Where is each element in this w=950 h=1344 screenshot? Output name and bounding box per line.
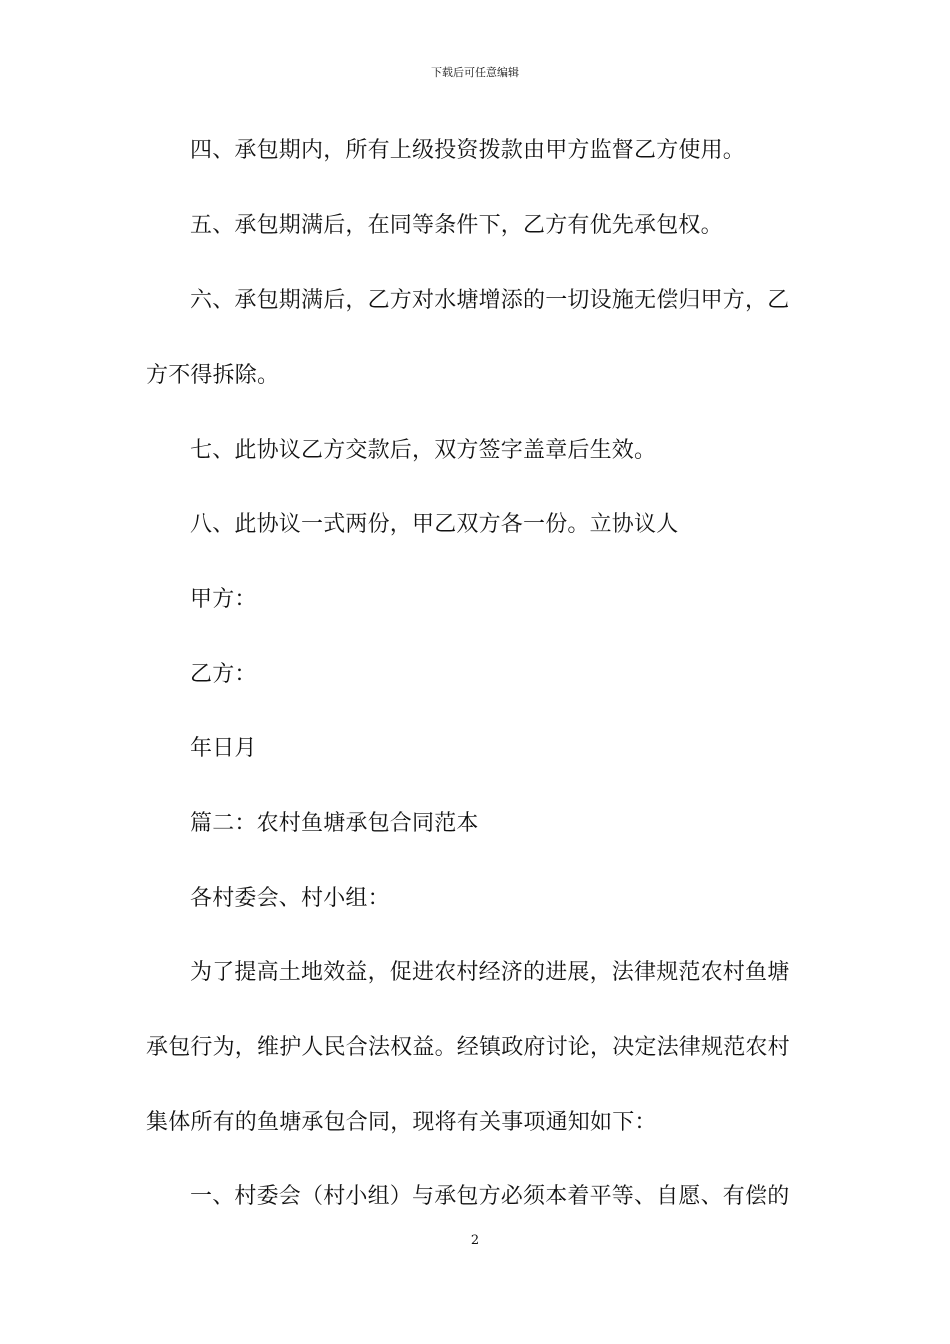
intro-line-1: 为了提高土地效益，促进农村经济的进展，法律规范农村鱼塘 xyxy=(190,960,790,985)
page-header: 下载后可任意编辑 xyxy=(431,66,519,79)
date-line: 年日月 xyxy=(190,736,257,761)
clause-8: 八、此协议一式两份，甲乙双方各一份。立协议人 xyxy=(190,512,679,537)
intro-line-3: 集体所有的鱼塘承包合同，现将有关事项通知如下： xyxy=(146,1110,657,1135)
clause-4: 四、承包期内，所有上级投资拨款由甲方监督乙方使用。 xyxy=(190,138,746,163)
item-1-line-1: 一、村委会（村小组）与承包方必须本着平等、自愿、有偿的 xyxy=(190,1184,790,1209)
section-title: 篇二：农村鱼塘承包合同范本 xyxy=(190,811,479,836)
clause-6-line-2: 方不得拆除。 xyxy=(146,363,280,388)
page-number: 2 xyxy=(470,1233,480,1248)
party-a-label: 甲方： xyxy=(190,587,257,612)
clause-6-line-1: 六、承包期满后，乙方对水塘增添的一切设施无偿归甲方，乙 xyxy=(190,288,790,313)
clause-7: 七、此协议乙方交款后，双方签字盖章后生效。 xyxy=(190,438,657,463)
intro-line-2: 承包行为，维护人民合法权益。经镇政府讨论，决定法律规范农村 xyxy=(146,1035,790,1060)
party-b-label: 乙方： xyxy=(190,662,257,687)
clause-5: 五、承包期满后，在同等条件下，乙方有优先承包权。 xyxy=(190,213,723,238)
salutation: 各村委会、村小组： xyxy=(190,886,390,911)
